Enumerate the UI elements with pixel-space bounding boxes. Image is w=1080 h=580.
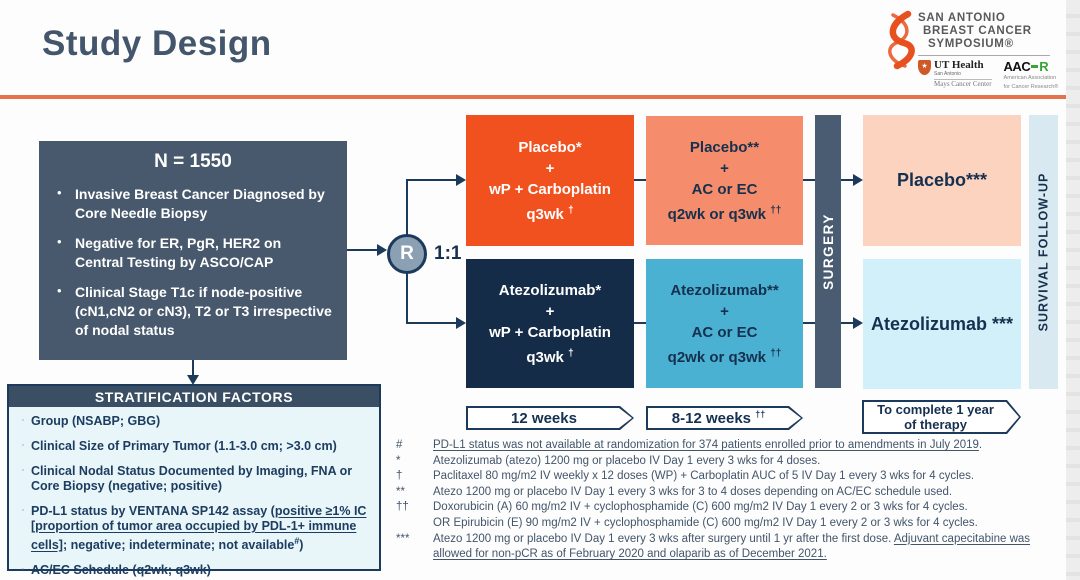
timeline-phase-12-weeks: 12 weeks bbox=[466, 406, 634, 430]
list-item: • Negative for ER, PgR, HER2 on Central Testing by ASCO/CAP bbox=[53, 234, 333, 272]
footnote-symbol: *** bbox=[396, 532, 410, 545]
connector-line bbox=[803, 179, 815, 181]
title-divider bbox=[0, 95, 1066, 99]
connector-line bbox=[803, 322, 815, 324]
connector-line bbox=[347, 249, 378, 251]
list-item: · Group (NSABP; GBG) bbox=[15, 414, 369, 429]
list-item: • Invasive Breast Cancer Diagnosed by Core Needle Biopsy bbox=[53, 185, 333, 223]
mays-cancer-center: Mays Cancer Center bbox=[934, 80, 992, 88]
arm-placebo-ac: Placebo** + AC or EC q2wk or q3wk †† bbox=[646, 116, 803, 245]
timeline-phase-8-12-weeks: 8-12 weeks †† bbox=[646, 406, 803, 430]
footnote-symbol: ** bbox=[396, 485, 405, 498]
bullet-icon: • bbox=[57, 283, 62, 298]
randomization-badge: R bbox=[387, 234, 427, 274]
bullet-icon: · bbox=[21, 414, 25, 426]
logo-divider bbox=[918, 55, 1050, 56]
arm-atezolizumab-ac: Atezolizumab** + AC or EC q2wk or q3wk †† bbox=[646, 259, 803, 388]
footnote-symbol: # bbox=[396, 439, 403, 451]
aacr-logo: AAC R American Association for Cancer Research® bbox=[1003, 59, 1059, 90]
bullet-icon: • bbox=[57, 185, 62, 200]
footnote-row: ** Atezo 1200 mg or placebo IV Day 1 every 3 wks for 3 to 4 doses depending on AC/EC schedule used. bbox=[396, 485, 1064, 501]
enrollment-count: N = 1550 bbox=[154, 151, 232, 172]
list-item: • Clinical Stage T1c if node-positive (cN1,cN2 or cN3), T2 or T3 irrespective of nodal status bbox=[53, 283, 333, 340]
connector-line bbox=[406, 322, 456, 324]
connector-line bbox=[406, 179, 456, 181]
list-item: · Clinical Size of Primary Tumor (1.1-3.0 cm; >3.0 cm) bbox=[15, 439, 369, 454]
enrollment-box bbox=[39, 141, 347, 360]
ut-health-name: UT Health bbox=[934, 59, 984, 71]
footnote-row: † Paclitaxel 80 mg/m2 IV weekly x 12 doses (WP) + Carboplatin AUC of 5 IV Day 1 every 3 wks for 4 cycles. bbox=[396, 469, 1064, 485]
footnote-row: *** Atezo 1200 mg or placebo IV Day 1 every 3 wks after surgery until 1 yr after the first dose. Adjuvant capecitabine was allowed for non-pCR as of February 2020 and olaparib as of December 2021. bbox=[396, 532, 1064, 563]
connector-line bbox=[634, 322, 646, 324]
symposium-name: SAN ANTONIO BREAST CANCER SYMPOSIUM® bbox=[918, 12, 1032, 50]
ribbon-icon bbox=[882, 10, 918, 70]
survival-followup-bar: SURVIVAL FOLLOW-UP bbox=[1029, 115, 1058, 389]
arm-atezolizumab-adjuvant: Atezolizumab *** bbox=[863, 259, 1021, 389]
arrow-right-icon bbox=[853, 317, 863, 329]
arm-atezolizumab-induction: Atezolizumab* + wP + Carboplatin q3wk † bbox=[466, 259, 634, 388]
footnote-row: # PD-L1 status was not available at randomization for 374 patients enrolled prior to amendments in July 2019. bbox=[396, 438, 1064, 454]
footnote-symbol: † bbox=[396, 470, 403, 483]
timeline-phase-1-year: To complete 1 year of therapy bbox=[862, 400, 1021, 434]
footnote-symbol: †† bbox=[396, 501, 409, 514]
aacr-bar bbox=[1031, 65, 1038, 68]
screen-edge-strip bbox=[1066, 0, 1080, 580]
bullet-icon: · bbox=[21, 439, 25, 451]
bullet-icon: • bbox=[57, 234, 62, 249]
ut-health-city: San Antonio bbox=[934, 71, 961, 77]
arrow-right-icon bbox=[456, 317, 466, 329]
arrow-right-icon bbox=[377, 244, 387, 256]
sabcs-logo bbox=[868, 8, 1064, 92]
bullet-icon: · bbox=[21, 464, 25, 476]
surgery-bar: SURGERY bbox=[815, 115, 841, 388]
bullet-icon: · bbox=[21, 563, 25, 576]
list-item: · AC/EC Schedule (q2wk; q3wk) bbox=[15, 563, 369, 578]
footnote-row: * Atezolizumab (atezo) 1200 mg or placebo IV Day 1 every 3 wks for 4 doses. bbox=[396, 454, 1064, 470]
arrow-right-icon bbox=[456, 174, 466, 186]
stratification-header: STRATIFICATION FACTORS bbox=[9, 386, 379, 407]
footnote-symbol bbox=[396, 516, 433, 532]
arrow-right-icon bbox=[853, 174, 863, 186]
footnotes bbox=[396, 438, 1064, 563]
list-item: · PD-L1 status by VENTANA SP142 assay (positive ≥1% IC [proportion of tumor area occupied by PDL-1+ immune cells]; negative; indeterminate; not available#) bbox=[15, 504, 369, 553]
footnote-row: OR Epirubicin (E) 90 mg/m2 IV + cyclophosphamide (C) 600 mg/m2 IV Day 1 every 2 or 3 wks for 4 cycles. bbox=[396, 516, 1064, 532]
arm-placebo-induction: Placebo* + wP + Carboplatin q3wk † bbox=[466, 115, 634, 246]
arm-placebo-adjuvant: Placebo*** bbox=[863, 115, 1021, 246]
footnote-symbol: * bbox=[396, 454, 401, 467]
ut-health-logo bbox=[918, 60, 992, 89]
bullet-icon: · bbox=[21, 504, 25, 516]
footnote-row: †† Doxorubicin (A) 60 mg/m2 IV + cyclophosphamide (C) 600 mg/m2 IV Day 1 every 2 or 3 wks for 4 cycles. bbox=[396, 500, 1064, 516]
connector-line bbox=[634, 179, 646, 181]
page-title: Study Design bbox=[42, 24, 272, 63]
list-item: · Clinical Nodal Status Documented by Imaging, FNA or Core Biopsy (negative; positive) bbox=[15, 464, 369, 494]
randomization-ratio: 1:1 bbox=[434, 243, 462, 264]
shield-icon: ★ bbox=[918, 60, 931, 75]
connector-line bbox=[192, 360, 194, 376]
stratification-box bbox=[7, 384, 381, 578]
